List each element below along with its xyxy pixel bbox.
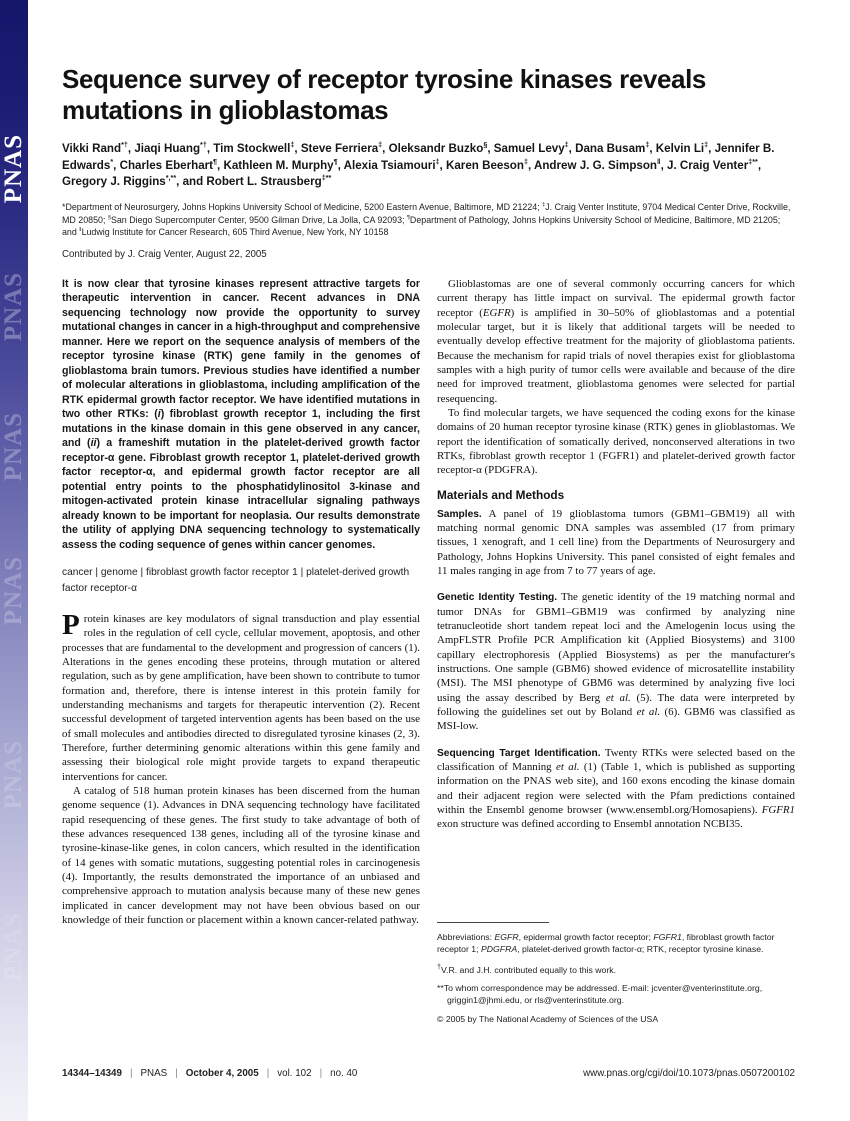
genetic-identity-section bbox=[437, 590, 795, 733]
pnas-watermark: PNAS bbox=[0, 556, 27, 626]
pnas-watermark: PNAS bbox=[0, 412, 27, 482]
footer-separator bbox=[312, 1068, 331, 1079]
samples-lead: Samples. bbox=[437, 508, 482, 520]
page-footer bbox=[62, 1068, 795, 1079]
pnas-logo: PNAS bbox=[0, 134, 27, 204]
footer-separator bbox=[167, 1068, 186, 1079]
genetic-identity-text: The genetic identity of the 19 matching normal and tumor DNAs for GBM1–GBM19 was confirmed by analyzing nine tetranucleotide short tandem repeat loci and the Amelogenin locus using the AmpFLSTR Profile PCR Amplification kit (Applied Biosystems) and 3100 capillary electrophoresis (Applied Biosystems) as per the manufacturer's instructions. One sample (GBM6) showed evidence of microsatellite instability (MSI). The MSI phenotype of GBM6 was determined by analyzing five loci using the assay described by Berg et al. (5). The data were interpreted by following the guidelines set out by Boland et al. (6). GBM6 was classified as MSI-low. bbox=[437, 591, 795, 733]
drop-cap: P bbox=[62, 609, 80, 642]
genetic-identity-lead: Genetic Identity Testing. bbox=[437, 592, 558, 604]
glioblastoma-paragraph: Glioblastomas are one of several commonly occurring cancers for which current therapy has little impact on survival. The epidermal growth factor receptor (EGFR) is amplified in 30–50% of glioblastomas and a potential molecular target, but it is likely that additional targets will be needed to eventually develop effective treatment for the majority of glioblastoma patients. Because the mechanism for rapid trials of novel therapies exist for glioblastoma samples with a high purity of tumor cells were available and because of the dire need for improved treatment, glioblastoma genomes were selected for partial resequencing. bbox=[437, 277, 795, 405]
pnas-sidebar bbox=[0, 0, 28, 1121]
footnotes-block bbox=[437, 922, 795, 1031]
two-column-body bbox=[62, 277, 795, 1031]
samples-section bbox=[437, 507, 795, 579]
copyright-footnote: © 2005 by The National Academy of Sciences of the USA bbox=[437, 1013, 659, 1024]
intro-paragraph-1 bbox=[62, 609, 420, 784]
footer-doi-url: www.pnas.org/cgi/doi/10.1073/pnas.0507200102 bbox=[583, 1068, 795, 1079]
correspondence-footnote: **To whom correspondence may be addressed. E-mail: jcventer@venterinstitute.org, griggin1@jhmi.edu, or rls@venterinstitute.org. bbox=[437, 982, 763, 1006]
right-column bbox=[437, 277, 795, 1031]
keywords: cancer | genome | fibroblast growth factor receptor 1 | platelet-derived growth factor receptor-α bbox=[62, 567, 410, 594]
footer-page-range: 14344–14349 bbox=[62, 1068, 122, 1079]
footnote-rule bbox=[437, 922, 549, 923]
sequencing-target-text: Twenty RTKs were selected based on the classification of Manning et al. (1) (Table 1, which is published as supporting information on the PNAS web site), and 160 exons encoding the kinase domain and their adjacent region were selected with the Pfam predictions contained within the Ensembl genome browser (www.ensembl.org/Homosapiens). FGFR1 exon structure was defined according to Ensembl annotation NCBI35. bbox=[437, 746, 796, 831]
footer-separator bbox=[259, 1068, 278, 1079]
left-column bbox=[62, 277, 420, 1031]
sequencing-target-section bbox=[437, 746, 795, 832]
pnas-watermark: PNAS bbox=[0, 272, 27, 342]
pnas-watermark: PNAS bbox=[0, 740, 27, 810]
footer-date: October 4, 2005 bbox=[185, 1068, 259, 1079]
author-list: Vikki Rand*†, Jiaqi Huang*†, Tim Stockwell‡, Steve Ferriera‡, Oleksandr Buzko§, Samuel Levy‡, Dana Busam‡, Kelvin Li‡, Jennifer B. Edwards*, Charles Eberhart¶, Kathleen M. Murphy¶, Alexia Tsiamouri‡, Karen Beeson‡, Andrew J. G. Simpson‖, J. Craig Venter‡**, Gregory J. Riggins*,**, and Robert L. Strausberg‡** bbox=[62, 140, 775, 188]
article-content bbox=[62, 0, 795, 1121]
affiliations: *Department of Neurosurgery, Johns Hopkins University School of Medicine, 5200 Eastern Avenue, Baltimore, MD 21224; ‡J. Craig Venter Institute, 9704 Medical Center Drive, Rockville, MD 20850; §San Diego Supercomputer Center, 9500 Gilman Drive, La Jolla, CA 92093; ¶Department of Pathology, Johns Hopkins University School of Medicine, Baltimore, MD 21205; and ‖Ludwig Institute for Cancer Research, 605 Third Avenue, New York, NY 10158 bbox=[62, 202, 791, 238]
footer-journal-name: PNAS bbox=[140, 1068, 168, 1079]
article-title-line1: Sequence survey of receptor tyrosine kinases reveals bbox=[62, 64, 706, 94]
intro-paragraph-2: A catalog of 518 human protein kinases has been discerned from the human genome sequence (1). Advances in DNA sequencing technology have facilitated rapid resequencing of these genes. The first study to take advantage of both of these advances resequenced 138 genes, including all of the tyrosine kinase and tyrosine-kinase-like genes, in colon cancers, which resulted in the identification of 14 genes with somatic mutations, suggesting potential roles in carcinogenesis (4). Importantly, the results demonstrated the importance of an unbiased and comprehensive approach to mutation analysis because many of these new genes implicated in cancer development may not have been obvious based on our knowledge of their function or placement within a known cancer-related pathway. bbox=[62, 784, 420, 926]
footer-issue: no. 40 bbox=[330, 1068, 358, 1079]
footer-citation bbox=[62, 1068, 357, 1079]
abstract: It is now clear that tyrosine kinases represent attractive targets for therapeutic intervention in cancer. Recent advances in DNA sequencing technology now provide the opportunity to survey mutational changes in cancer in a high-throughput and comprehensive manner. Here we report on the sequence analysis of members of the receptor tyrosine kinase (RTK) gene family in the genomes of glioblastoma brain tumors. Previous studies have identified a number of molecular alterations in glioblastoma, including amplification of the RTK epidermal growth factor receptor. We have identified mutations in two other RTKs: (i) fibroblast growth receptor 1, including the first mutations in the kinase domain in this gene observed in any cancer, and (ii) a frameshift mutation in the platelet-derived growth factor receptor-α gene. Fibroblast growth receptor 1, platelet-derived growth factor receptor-α, and epidermal growth factor receptor are all potential entry points to the phosphatidylinositol 3-kinase and mitogen-activated protein kinase intracellular signaling pathways already known to be important for neoplasia. Our results demonstrate the utility of applying DNA sequencing technology to systematically assess the coding sequence of genes within cancer genomes. bbox=[62, 277, 420, 551]
intro-paragraph-1-text: rotein kinases are key modulators of signal transduction and play essential roles in the regulation of cell cycle, cellular movement, apoptosis, and other processes that are fundamental to the development and progression of cancers (1). Alterations in the genes encoding these proteins, through mutation or altered regulation, such as by gene amplification, have been shown to contribute to tumor formation and, therefore, there is intense interest in this protein family for understanding mechanisms and targets for therapeutic intervention (2). Recent successful development of targeted intervention agents has been based on the use of small molecules and antibodies directed to disregulated tyrosine kinases (2, 3). Therefore, further determining genomic alterations within this gene family and assessing their biological role might provide targets to expand therapeutic interventions for cancer. bbox=[62, 613, 420, 783]
article-title bbox=[62, 64, 795, 126]
article-title-line2: mutations in glioblastomas bbox=[62, 95, 389, 126]
abbreviations-footnote: Abbreviations: EGFR, epidermal growth factor receptor; FGFR1, fibroblast growth factor receptor 1; PDGFRA, platelet-derived growth factor-α; RTK, receptor tyrosine kinase. bbox=[437, 932, 775, 955]
equal-contribution-footnote: †V.R. and J.H. contributed equally to this work. bbox=[437, 961, 617, 975]
footer-separator bbox=[122, 1068, 141, 1079]
footer-volume: vol. 102 bbox=[277, 1068, 312, 1079]
sequencing-target-lead: Sequencing Target Identification. bbox=[437, 747, 601, 759]
pnas-watermark: PNAS bbox=[0, 912, 27, 982]
materials-methods-heading: Materials and Methods bbox=[437, 487, 565, 502]
molecular-targets-paragraph: To find molecular targets, we have sequenced the coding exons for the kinase domains of 20 human receptor tyrosine kinase (RTK) genes in glioblastomas. We report the identification of somatically derived, nonconserved alterations in two RTKs, fibroblast growth receptor 1 (FGFR1) and platelet-derived growth factor receptor-α (PDGFRA). bbox=[437, 406, 795, 477]
samples-text: A panel of 19 glioblastoma tumors (GBM1–GBM19) all with matching normal genomic DNA samples was assembled (17 from primary tissues, 1 xenograft, and 1 cell line) from the Departments of Neurosurgery and Pathology, Johns Hopkins University. This panel consisted of eight females and 11 males ranging in age from 7 to 77 years of age. bbox=[437, 507, 796, 577]
contributed-line: Contributed by J. Craig Venter, August 22, 2005 bbox=[62, 248, 267, 260]
